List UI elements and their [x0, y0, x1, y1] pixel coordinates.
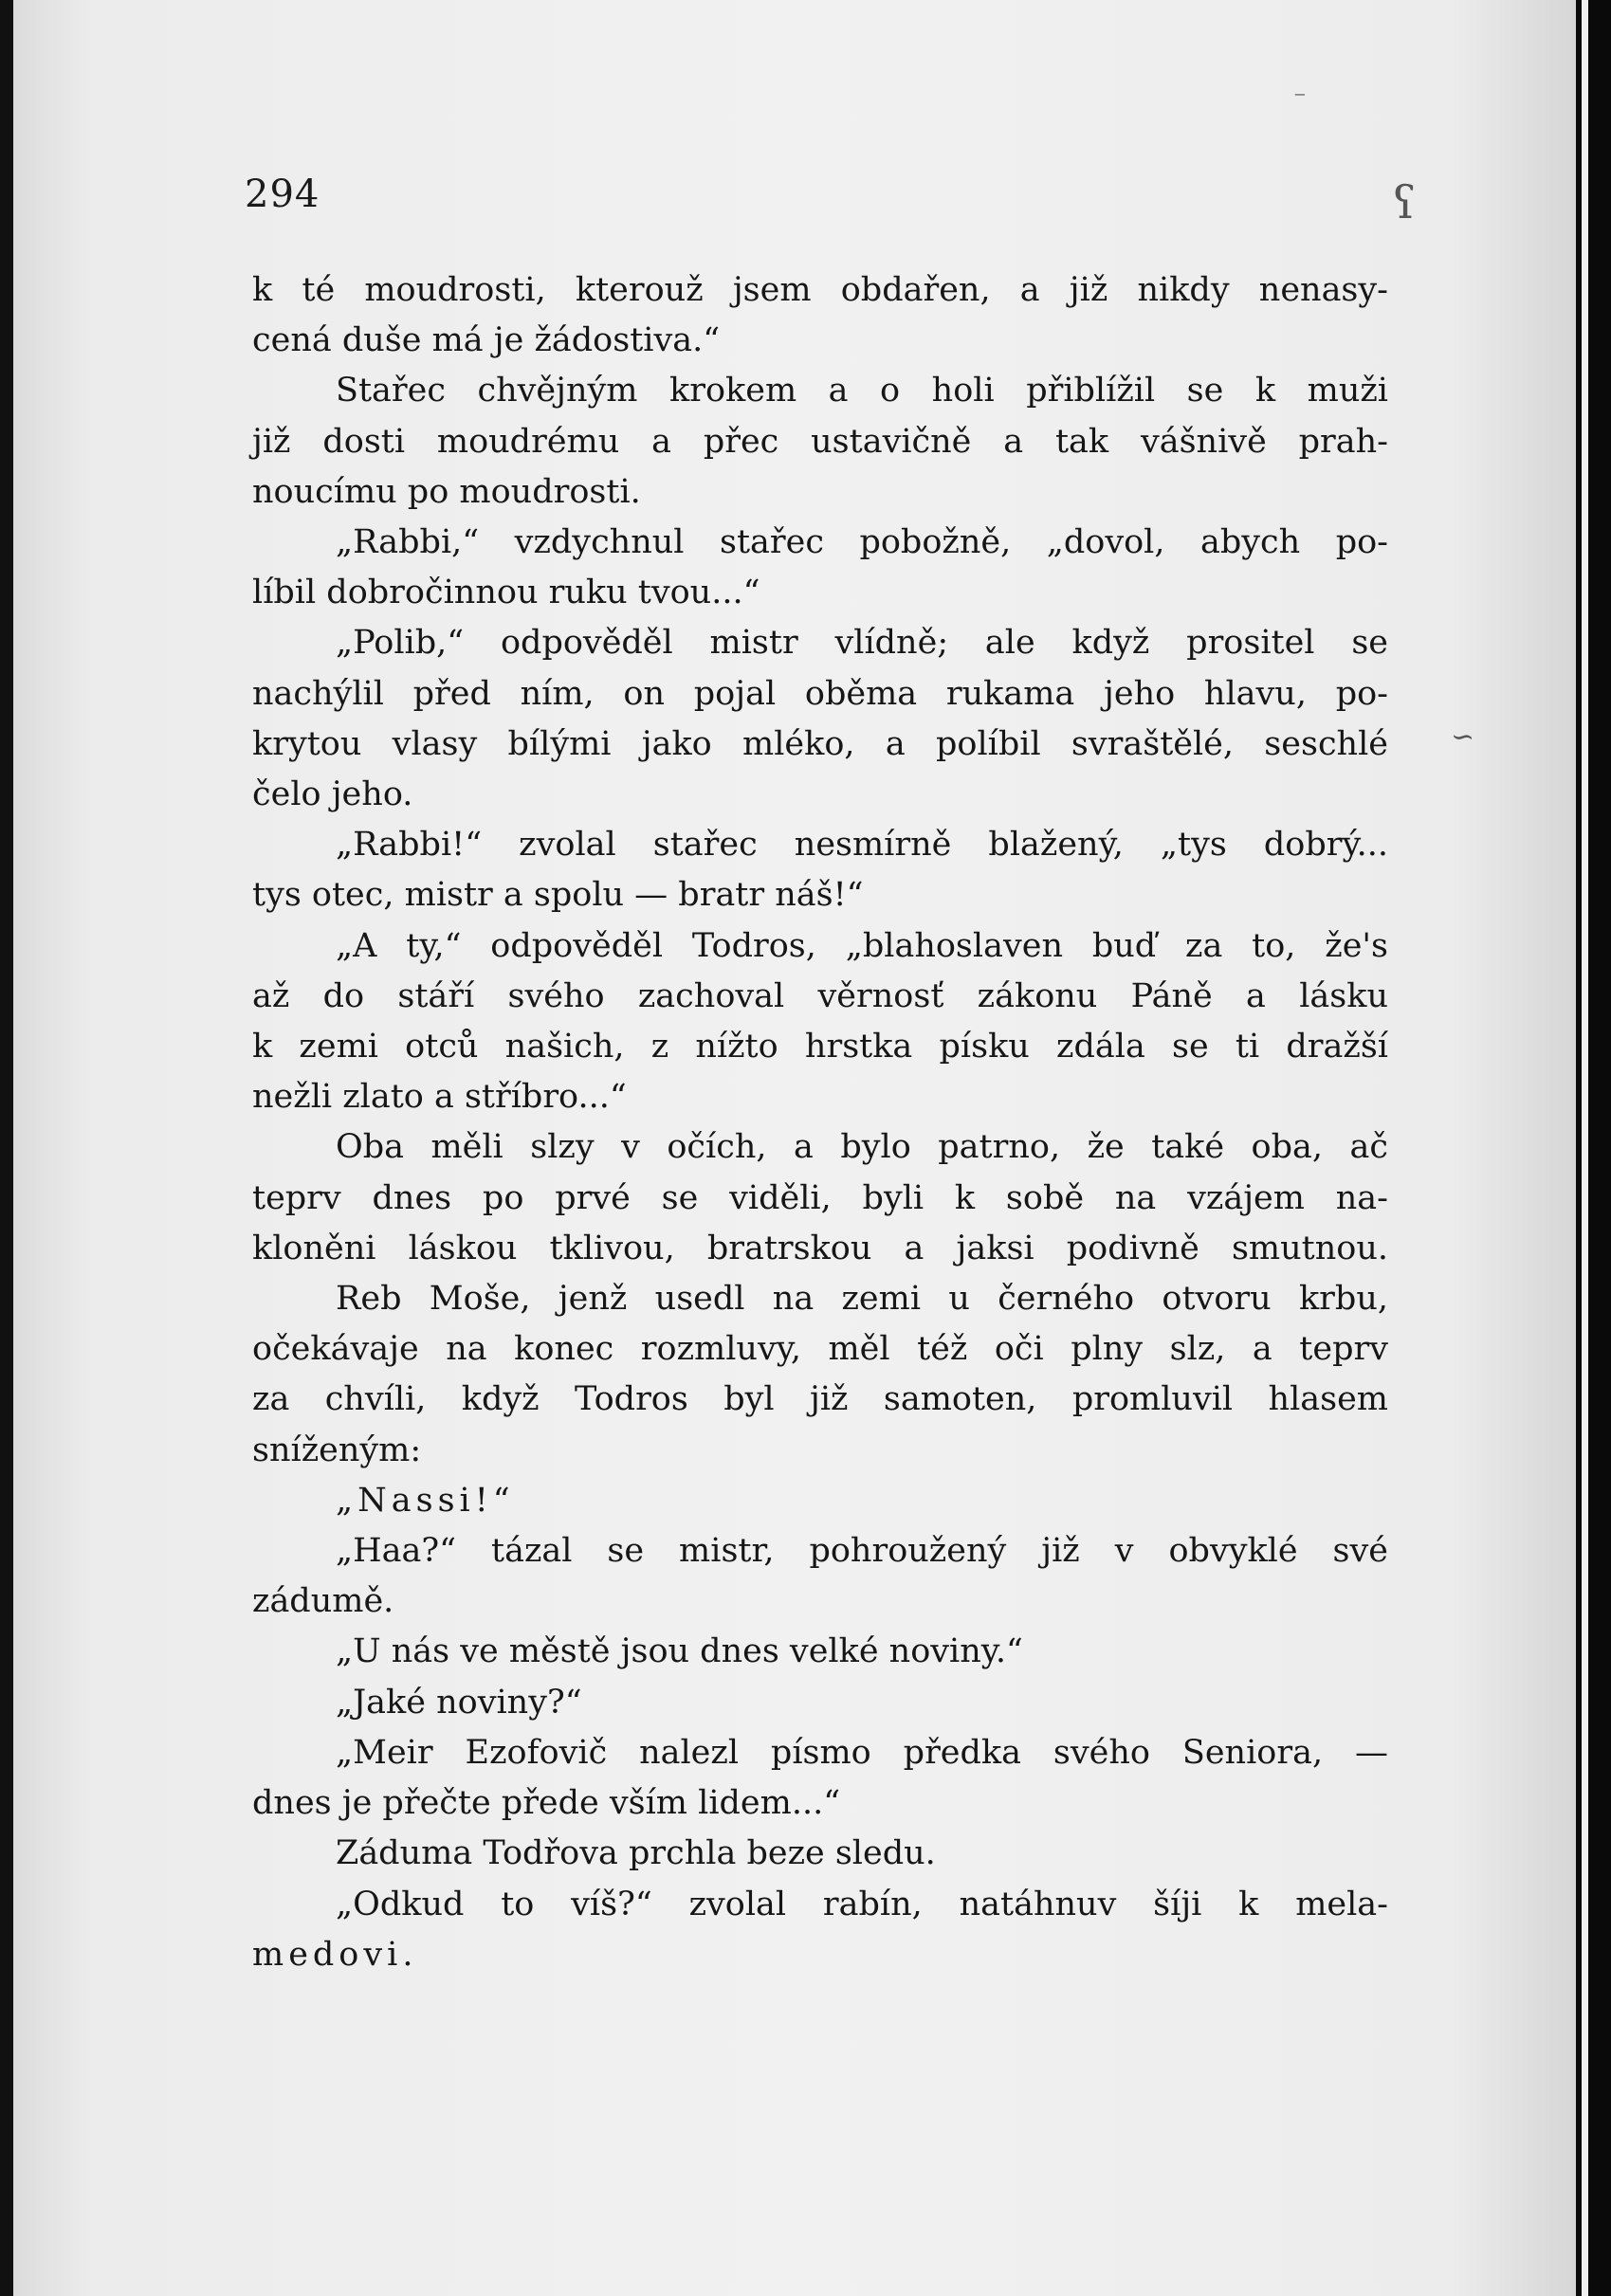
text-line: cená duše má je žádostiva.“ [252, 321, 721, 360]
text-line: nežli zlato a stříbro...“ [252, 1078, 627, 1117]
margin-mark: ʕ [1392, 176, 1417, 229]
text-line: k té moudrosti, kterouž jsem obdařen, a již nikdy nenasy- [252, 271, 1388, 309]
body-text [252, 265, 1388, 1980]
text-line: „A ty,“ odpověděl Todros, „blahoslaven buď za to, že's [336, 926, 1388, 965]
text-line: „U nás ve městě jsou dnes velké noviny.“ [336, 1632, 1023, 1671]
text-line: očekávaje na konec rozmluvy, měl též oči plny slz, a teprv [252, 1330, 1388, 1369]
text-line: Záduma Todřova prchla beze sledu. [336, 1834, 936, 1873]
text-line: noucímu po moudrosti. [252, 472, 641, 511]
text-line: líbil dobročinnou ruku tvou...“ [252, 574, 760, 612]
text-line: „Haa?“ tázal se mistr, pohroužený již v obvyklé své [336, 1532, 1388, 1571]
text-line: tys otec, mistr a spolu — bratr náš!“ [252, 876, 864, 915]
text-line: zádumě. [252, 1582, 394, 1621]
text-line: „Nassi!“ [336, 1481, 515, 1520]
text-line: již dosti moudrému a přec ustavičně a tak vášnivě prah- [252, 422, 1388, 461]
text-line: teprv dnes po prvé se viděli, byli k sobě na vzájem na- [252, 1178, 1388, 1217]
text-line: Stařec chvějným krokem a o holi přiblížil se k muži [336, 372, 1388, 410]
text-line: „Jaké noviny?“ [336, 1683, 582, 1722]
text-line: „Odkud to víš?“ zvolal rabín, natáhnuv šíji k mela- [336, 1885, 1388, 1923]
text-line: „Rabbi,“ vzdychnul stařec pobožně, „dovol, abych po- [336, 523, 1388, 562]
page-number: 294 [245, 173, 320, 216]
text-line: dnes je přečte přede vším lidem...“ [252, 1784, 841, 1823]
text-line: kloněni láskou tklivou, bratrskou a jaksi podivně smutnou. [252, 1229, 1388, 1267]
text-line: Oba měli slzy v očích, a bylo patrno, že také oba, ač [336, 1128, 1388, 1167]
text-line: medovi. [252, 1935, 418, 1974]
text-line: čelo jeho. [252, 775, 413, 814]
text-line: krytou vlasy bílými jako mléko, a políbil svraštělé, seschlé [252, 724, 1388, 763]
text-line: k zemi otců našich, z nížto hrstka písku zdála se ti dražší [252, 1028, 1388, 1066]
text-line: „Meir Ezofovič nalezl písmo předka svého Seniora, — [336, 1733, 1388, 1772]
text-line: sníženým: [252, 1430, 422, 1469]
text-line: „Polib,“ odpověděl mistr vlídně; ale když prositel se [336, 624, 1388, 663]
text-line: Reb Moše, jenž usedl na zemi u černého otvoru krbu, [336, 1280, 1388, 1319]
next-page-edge [1582, 0, 1588, 2296]
margin-mark: ⁻ [1293, 85, 1307, 114]
text-line: „Rabbi!“ zvolal stařec nesmírně blažený, „tys dobrý... [336, 826, 1388, 865]
text-line: za chvíli, když Todros byl již samoten, promluvil hlasem [252, 1380, 1388, 1419]
text-line: až do stáří svého zachoval věrnosť zákonu Páně a lásku [252, 976, 1388, 1015]
margin-mark: ∽ [1451, 720, 1475, 754]
text-line: nachýlil před ním, on pojal oběma rukama jeho hlavu, po- [252, 674, 1388, 713]
